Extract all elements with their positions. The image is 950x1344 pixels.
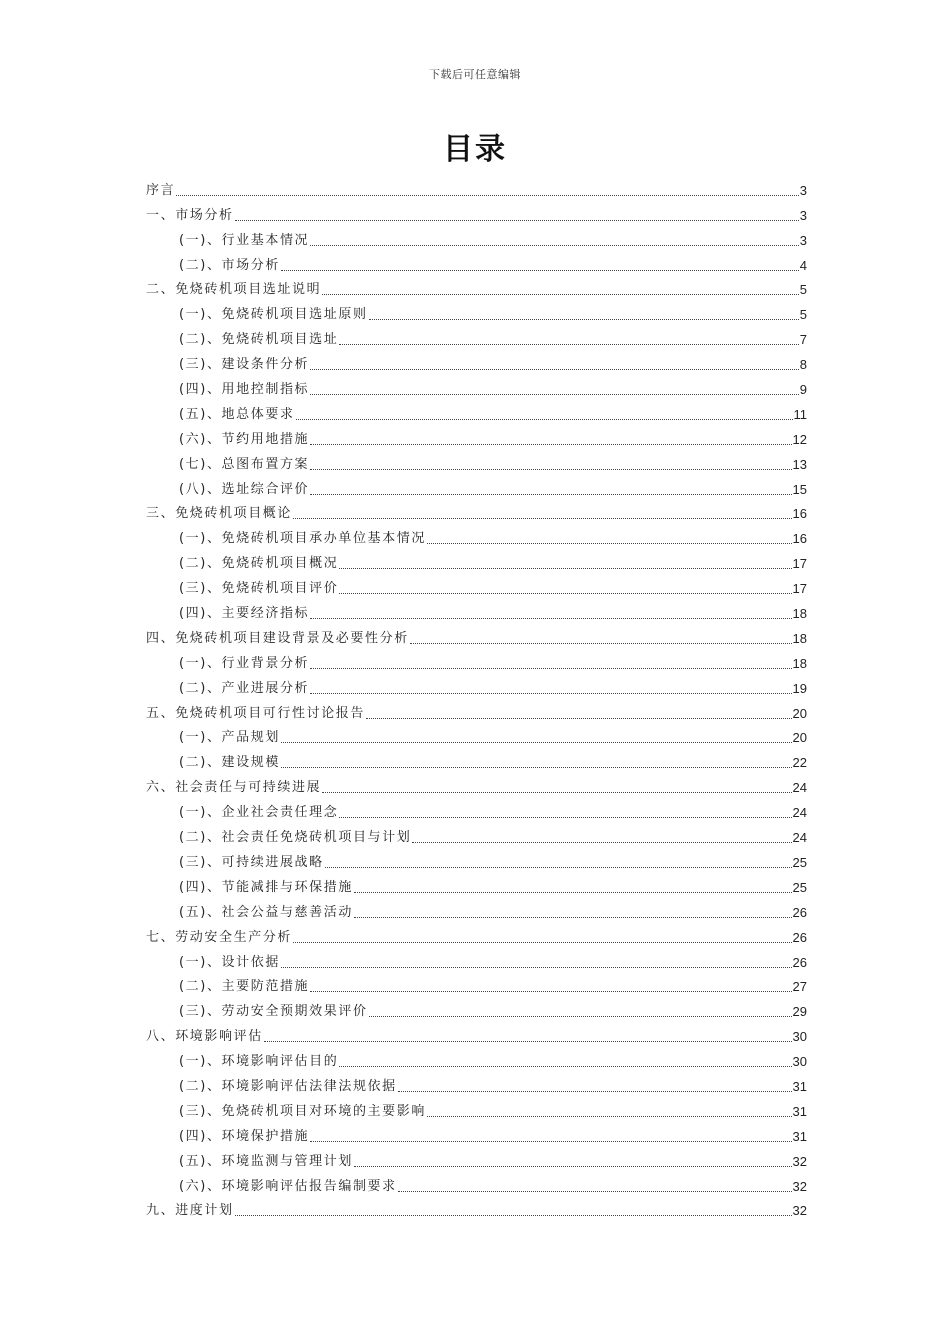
toc-entry-title: (三)、免烧砖机项目对环境的主要影响	[179, 1103, 426, 1119]
toc-entry-title: 二、免烧砖机项目选址说明	[146, 282, 322, 298]
toc-dot-leader	[322, 792, 791, 793]
toc-dot-leader	[293, 518, 792, 519]
toc-section-entry[interactable]	[146, 274, 807, 299]
toc-section-entry[interactable]	[146, 1020, 807, 1045]
toc-subsection-entry[interactable]	[146, 746, 807, 771]
toc-dot-leader	[427, 1116, 792, 1117]
toc-page-number: 4	[799, 257, 807, 273]
toc-subsection-entry[interactable]	[146, 323, 807, 348]
toc-page-number: 3	[799, 207, 807, 223]
toc-subsection-entry[interactable]	[146, 298, 807, 323]
toc-subsection-entry[interactable]	[146, 249, 807, 274]
toc-subsection-entry[interactable]	[146, 796, 807, 821]
toc-page-number: 12	[792, 431, 807, 447]
toc-subsection-entry[interactable]	[146, 423, 807, 448]
toc-dot-leader	[296, 419, 793, 420]
toc-page-number: 17	[792, 581, 807, 597]
toc-page-number: 11	[793, 406, 807, 422]
toc-page-number: 32	[792, 1178, 807, 1194]
toc-dot-leader	[398, 1191, 792, 1192]
toc-section-entry[interactable]	[146, 771, 807, 796]
toc-entry-title: 序言	[146, 182, 176, 198]
toc-page-number: 32	[792, 1203, 807, 1219]
toc-dot-leader	[322, 294, 799, 295]
toc-dot-leader	[339, 817, 791, 818]
toc-dot-leader	[281, 270, 799, 271]
toc-dot-leader	[339, 568, 791, 569]
toc-entry-title: (一)、行业基本情况	[179, 232, 310, 248]
toc-entry-title: (二)、市场分析	[179, 257, 280, 273]
toc-page-number: 26	[792, 954, 807, 970]
toc-subsection-entry[interactable]	[146, 672, 807, 697]
toc-dot-leader	[366, 718, 792, 719]
toc-page-number: 30	[792, 1054, 807, 1070]
toc-entry-title: 九、进度计划	[146, 1203, 234, 1219]
toc-dot-leader	[310, 444, 791, 445]
toc-page-number: 8	[799, 357, 807, 373]
toc-page-number: 18	[792, 655, 807, 671]
toc-entry-title: (三)、建设条件分析	[179, 357, 310, 373]
toc-page-number: 27	[792, 979, 807, 995]
toc-section-entry[interactable]	[146, 1195, 807, 1220]
toc-page-number: 3	[799, 182, 807, 198]
toc-page-number: 15	[792, 481, 807, 497]
toc-page-number: 30	[792, 1029, 807, 1045]
toc-dot-leader	[412, 842, 791, 843]
toc-dot-leader	[235, 220, 799, 221]
toc-dot-leader	[235, 1215, 792, 1216]
toc-subsection-entry[interactable]	[146, 224, 807, 249]
toc-subsection-entry[interactable]	[146, 722, 807, 747]
toc-page-number: 24	[792, 830, 807, 846]
toc-dot-leader	[310, 1141, 791, 1142]
toc-dot-leader	[310, 991, 791, 992]
toc-dot-leader	[264, 1041, 792, 1042]
toc-subsection-entry[interactable]	[146, 1095, 807, 1120]
toc-section-entry[interactable]	[146, 622, 807, 647]
toc-entry-title: 六、社会责任与可持续进展	[146, 780, 322, 796]
toc-entry-title: (一)、设计依据	[179, 954, 280, 970]
toc-page-number: 18	[792, 630, 807, 646]
toc-subsection-entry[interactable]	[146, 1045, 807, 1070]
toc-entry-title: 五、免烧砖机项目可行性讨论报告	[146, 705, 366, 721]
toc-dot-leader	[310, 469, 791, 470]
toc-dot-leader	[398, 1091, 792, 1092]
toc-entry-title: (五)、环境监测与管理计划	[179, 1153, 353, 1169]
toc-dot-leader	[354, 892, 792, 893]
toc-dot-leader	[281, 767, 792, 768]
toc-subsection-entry[interactable]	[146, 473, 807, 498]
toc-page-number: 25	[792, 854, 807, 870]
toc-page-number: 17	[792, 556, 807, 572]
toc-dot-leader	[410, 643, 792, 644]
toc-page-number: 26	[792, 904, 807, 920]
toc-page-number: 31	[792, 1078, 807, 1094]
toc-entry-title: (五)、地总体要求	[179, 406, 295, 422]
toc-page-number: 13	[792, 456, 807, 472]
toc-subsection-entry[interactable]	[146, 995, 807, 1020]
toc-entry-title: (七)、总图布置方案	[179, 456, 310, 472]
toc-subsection-entry[interactable]	[146, 572, 807, 597]
toc-subsection-entry[interactable]	[146, 871, 807, 896]
toc-dot-leader	[339, 1066, 791, 1067]
toc-page-number: 3	[799, 232, 807, 248]
toc-dot-leader	[293, 942, 792, 943]
toc-entry-title: (四)、节能减排与环保措施	[179, 879, 353, 895]
toc-page-number: 31	[792, 1128, 807, 1144]
toc-dot-leader	[354, 917, 792, 918]
toc-subsection-entry[interactable]	[146, 373, 807, 398]
toc-page-number: 19	[792, 680, 807, 696]
toc-dot-leader	[281, 967, 792, 968]
toc-dot-leader	[339, 593, 791, 594]
toc-section-entry[interactable]	[146, 921, 807, 946]
toc-page-number: 25	[792, 879, 807, 895]
toc-dot-leader	[325, 867, 792, 868]
toc-page-number: 24	[792, 805, 807, 821]
toc-dot-leader	[369, 319, 799, 320]
toc-page-number: 26	[792, 929, 807, 945]
toc-page-number: 16	[792, 506, 807, 522]
toc-page-number: 22	[792, 755, 807, 771]
toc-entry-title: (三)、劳动安全预期效果评价	[179, 1004, 368, 1020]
toc-subsection-entry[interactable]	[146, 846, 807, 871]
toc-entry-title: (一)、免烧砖机项目选址原则	[179, 307, 368, 323]
toc-page-number: 20	[792, 730, 807, 746]
toc-page-number: 20	[792, 705, 807, 721]
toc-entry-title: (二)、产业进展分析	[179, 680, 310, 696]
toc-entry-title: (五)、社会公益与慈善活动	[179, 904, 353, 920]
toc-entry-title: (六)、节约用地措施	[179, 431, 310, 447]
toc-dot-leader	[339, 344, 798, 345]
toc-dot-leader	[310, 494, 791, 495]
toc-entry-title: (六)、环境影响评估报告编制要求	[179, 1178, 397, 1194]
toc-page-number: 29	[792, 1004, 807, 1020]
toc-subsection-entry[interactable]	[146, 448, 807, 473]
toc-dot-leader	[310, 693, 791, 694]
toc-subsection-entry[interactable]	[146, 522, 807, 547]
toc-entry-title: (四)、环境保护措施	[179, 1128, 310, 1144]
toc-subsection-entry[interactable]	[146, 1170, 807, 1195]
toc-dot-leader	[310, 245, 799, 246]
toc-section-entry[interactable]	[146, 199, 807, 224]
toc-subsection-entry[interactable]	[146, 547, 807, 572]
toc-entry-title: (二)、主要防范措施	[179, 979, 310, 995]
toc-entry-title: 一、市场分析	[146, 207, 234, 223]
toc-entry-title: (三)、可持续进展战略	[179, 854, 324, 870]
toc-subsection-entry[interactable]	[146, 971, 807, 996]
toc-subsection-entry[interactable]	[146, 1145, 807, 1170]
toc-subsection-entry[interactable]	[146, 1070, 807, 1095]
toc-section-entry[interactable]	[146, 697, 807, 722]
toc-entry-title: 三、免烧砖机项目概论	[146, 506, 293, 522]
toc-entry-title: (一)、企业社会责任理念	[179, 805, 339, 821]
toc-entry-title: 七、劳动安全生产分析	[146, 929, 293, 945]
toc-entry-title: (八)、选址综合评价	[179, 481, 310, 497]
toc-entry-title: 八、环境影响评估	[146, 1029, 263, 1045]
toc-page-number: 24	[792, 780, 807, 796]
page-title: 目录	[443, 132, 507, 167]
toc-page-number: 9	[799, 382, 807, 398]
toc-dot-leader	[369, 1016, 792, 1017]
toc-page-number: 18	[792, 606, 807, 622]
toc-dot-leader	[176, 195, 799, 196]
toc-entry-title: (三)、免烧砖机项目评价	[179, 581, 339, 597]
toc-entry-title: (二)、环境影响评估法律法规依据	[179, 1078, 397, 1094]
toc-entry-title: (四)、主要经济指标	[179, 606, 310, 622]
toc-subsection-entry[interactable]	[146, 1120, 807, 1145]
toc-dot-leader	[310, 369, 799, 370]
toc-dot-leader	[310, 668, 791, 669]
toc-dot-leader	[281, 742, 792, 743]
toc-subsection-entry[interactable]	[146, 398, 807, 423]
toc-page-number: 5	[799, 307, 807, 323]
toc-entry-title: (二)、建设规模	[179, 755, 280, 771]
toc-entry-title: (一)、行业背景分析	[179, 655, 310, 671]
toc-dot-leader	[354, 1166, 792, 1167]
toc-dot-leader	[310, 394, 799, 395]
toc-page-number: 7	[799, 332, 807, 348]
toc-subsection-entry[interactable]	[146, 647, 807, 672]
toc-dot-leader	[310, 618, 791, 619]
toc-entry-title: (一)、产品规划	[179, 730, 280, 746]
toc-entry-title: (二)、免烧砖机项目概况	[179, 556, 339, 572]
toc-page-number: 5	[799, 282, 807, 298]
toc-subsection-entry[interactable]	[146, 946, 807, 971]
toc-page-number: 31	[792, 1103, 807, 1119]
toc-entry-title: (二)、免烧砖机项目选址	[179, 332, 339, 348]
toc-page-number: 32	[792, 1153, 807, 1169]
toc-subsection-entry[interactable]	[146, 348, 807, 373]
toc-entry-title: (一)、环境影响评估目的	[179, 1054, 339, 1070]
toc-entry-title: (四)、用地控制指标	[179, 382, 310, 398]
toc-entry-title: 四、免烧砖机项目建设背景及必要性分析	[146, 630, 409, 646]
toc-page-number: 16	[792, 531, 807, 547]
toc-dot-leader	[427, 543, 792, 544]
toc-subsection-entry[interactable]	[146, 896, 807, 921]
table-of-contents	[146, 174, 807, 1219]
toc-section-entry[interactable]	[146, 174, 807, 199]
toc-entry-title: (一)、免烧砖机项目承办单位基本情况	[179, 531, 426, 547]
toc-entry-title: (二)、社会责任免烧砖机项目与计划	[179, 830, 412, 846]
toc-subsection-entry[interactable]	[146, 597, 807, 622]
toc-subsection-entry[interactable]	[146, 821, 807, 846]
page-header: 下载后可任意编辑	[429, 68, 521, 81]
toc-section-entry[interactable]	[146, 498, 807, 523]
